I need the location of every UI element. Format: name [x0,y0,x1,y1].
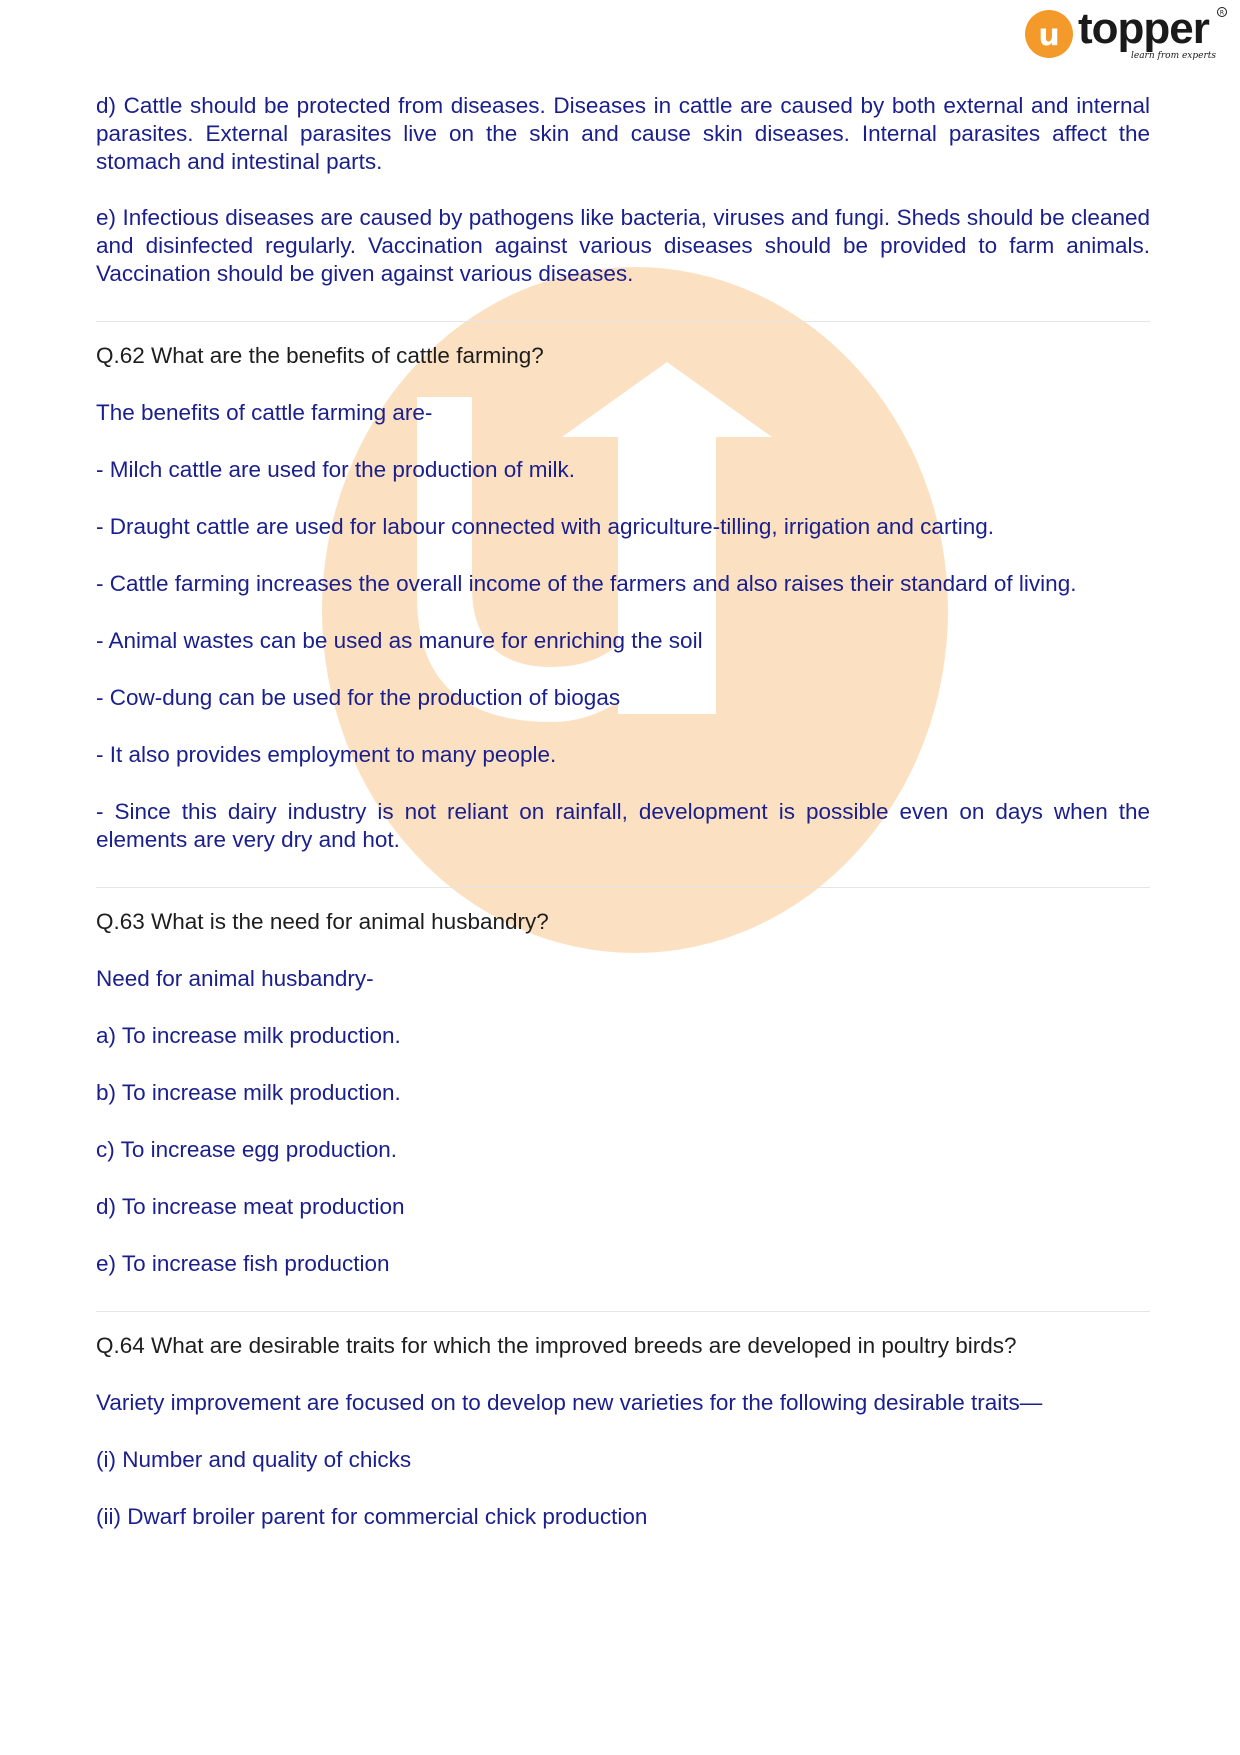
q63-intro: Need for animal husbandry- [96,966,374,991]
section-divider [96,321,1150,322]
q62-point: - It also provides employment to many people. [96,742,557,767]
q63-point: c) To increase egg production. [96,1137,398,1162]
q62-point: - Since this dairy industry is not reliant on rainfall, development is possible even on days when the elements are very dry and hot. [96,799,1150,852]
page-content [96,92,1150,1531]
answer-point-d: d) Cattle should be protected from diseases. Diseases in cattle are caused by both external and internal parasites. External parasites live on the skin and cause skin diseases. Internal parasites affect the stomach and intestinal parts. [96,93,1150,174]
q62-point: - Cow-dung can be used for the production of biogas [96,685,621,710]
q63-point: b) To increase milk production. [96,1080,401,1105]
q62-point: - Draught cattle are used for labour connected with agriculture-tilling, irrigation and carting. [96,514,994,539]
q62-point: - Milch cattle are used for the production of milk. [96,457,575,482]
question-63: Q.63 What is the need for animal husbandry? [96,909,549,934]
q63-point: a) To increase milk production. [96,1023,401,1048]
q64-point: (i) Number and quality of chicks [96,1447,412,1472]
q62-point: - Cattle farming increases the overall income of the farmers and also raises their standard of living. [96,571,1077,596]
q63-point: e) To increase fish production [96,1251,390,1276]
q62-intro: The benefits of cattle farming are- [96,400,433,425]
logo-tagline: learn from experts [1130,51,1216,61]
topper-logo [1020,4,1230,66]
question-62: Q.62 What are the benefits of cattle farming? [96,343,544,368]
logo-mark: u [1038,18,1060,53]
question-64: Q.64 What are desirable traits for which the improved breeds are developed in poultry birds? [96,1333,1017,1358]
q64-point: (ii) Dwarf broiler parent for commercial chick production [96,1504,648,1529]
answer-point-e: e) Infectious diseases are caused by pathogens like bacteria, viruses and fungi. Sheds should be cleaned and disinfected regularly. Vaccination against various diseases should be provided to farm animals. Vaccination should be given against various diseases. [96,205,1150,286]
q64-intro: Variety improvement are focused on to develop new varieties for the following desirable traits— [96,1390,1043,1415]
logo-wordmark: topper [1078,4,1209,53]
q62-point: - Animal wastes can be used as manure for enriching the soil [96,628,703,653]
section-divider [96,1311,1150,1312]
section-divider [96,887,1150,888]
q63-point: d) To increase meat production [96,1194,405,1219]
registered-mark-icon: R [1219,9,1225,17]
